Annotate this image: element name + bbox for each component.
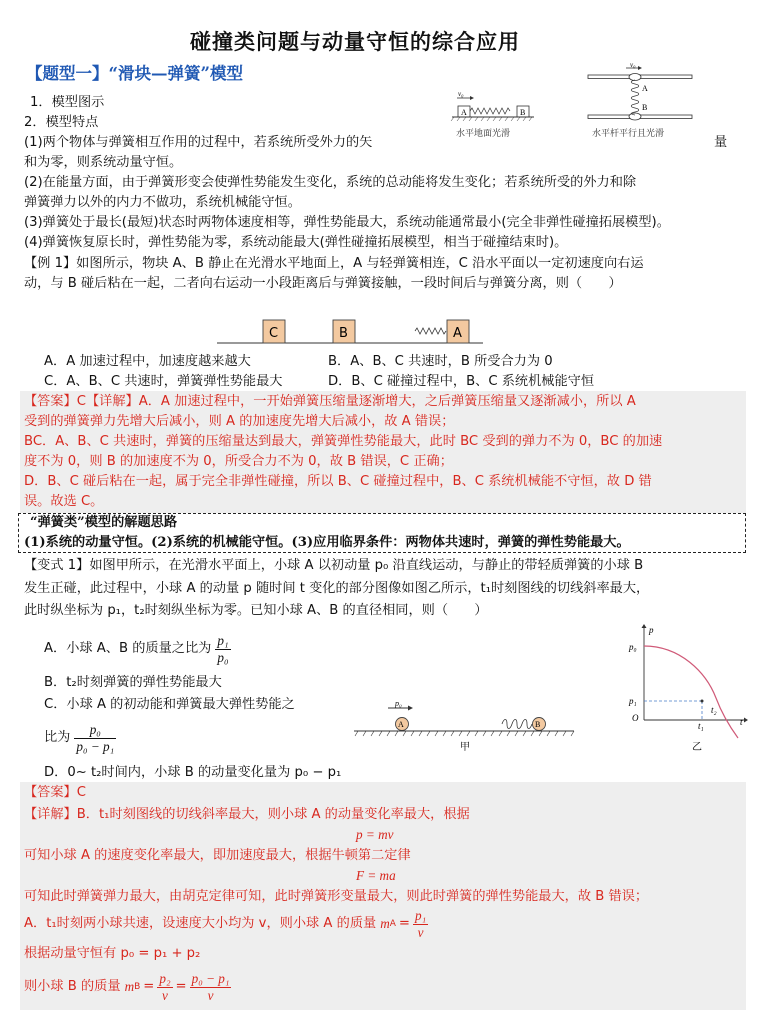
answer-line: D．B、C 碰后粘在一起，属于完全非弹性碰撞，所以 B、C 碰撞过程中，B、C 系统机械能不守恒，故 D 错	[24, 474, 652, 489]
option-c: C．小球 A 的初动能和弹簧最大弹性势能之	[44, 697, 295, 712]
ball-B-label: B	[642, 103, 648, 112]
answer-line: 度不为 0，则 B 的加速度不为 0，所受合力不为 0，故 B 错误，C 正确；	[24, 454, 453, 469]
page-title: 碰撞类问题与动量守恒的综合应用	[190, 29, 520, 54]
momentum-label: p₀	[395, 699, 402, 708]
velocity-label: v₀	[630, 63, 636, 69]
option-c: C．A、B、C 共速时，弹簧弹性势能最大	[44, 374, 283, 389]
option-d: D．B、C 碰撞过程中，B、C 系统机械能守恒	[328, 374, 595, 389]
block-B-label: B	[339, 326, 348, 341]
graph-tick-p1: p₁	[629, 696, 637, 706]
answer-text: A．t₁时刻两小球共速，设速度大小均为 v，则小球 A 的质量	[24, 916, 377, 931]
answer-line: BC．A、B、C 共速时，弹簧的压缩量达到最大，弹簧弹性势能最大，此时 BC 受到的弹力不为 0，BC 的加速	[24, 434, 663, 449]
fraction-numerator: p₁	[217, 632, 229, 648]
figure-caption: 水平地面光滑	[456, 129, 511, 139]
paragraph: 量	[714, 135, 728, 150]
fraction-numerator: p₀	[74, 722, 116, 739]
figure-label: 甲	[460, 742, 470, 753]
answer-line: 【答案】C【详解】A．A 加速过程中，一开始弹簧压缩量逐渐增大，之后弹簧压缩量又逐渐减小，所以 A	[24, 394, 636, 409]
graph-origin: O	[632, 713, 639, 723]
option-c-text: 比为	[44, 730, 71, 745]
paragraph: (3)弹簧处于最长(最短)状态时两物体速度相等，弹性势能最大，系统动能通常最小(完全非弹性碰撞拓展模型)。	[24, 215, 670, 230]
equation: F = ma	[356, 868, 396, 883]
figure-caption: 水平杆平行且光滑	[592, 129, 665, 139]
fraction	[413, 908, 428, 941]
answer-line: 【答案】C	[24, 785, 86, 800]
tip-title: “弹簧类”模型的解题思路	[30, 515, 178, 530]
fraction-denominator: v	[162, 987, 168, 1003]
ball-A-label: A	[398, 720, 404, 729]
block-A-label: A	[453, 326, 462, 341]
answer-line: 【详解】B．t₁时刻图线的切线斜率最大，则小球 A 的动量变化率最大，根据	[24, 807, 470, 822]
option-a: A．A 加速过程中，加速度越来越大	[44, 354, 251, 369]
answer-line: 误。故选 C。	[24, 494, 104, 509]
answer-line: 受到的弹簧弹力先增大后减小，则 A 的加速度先增大后减小，故 A 错误；	[24, 414, 455, 429]
answer-line	[24, 967, 231, 1007]
equals-sign: =	[175, 979, 187, 994]
paragraph: (1)两个物体与弹簧相互作用的过程中，若系统所受外力的矢	[24, 135, 373, 150]
block-B-label: B	[520, 108, 526, 117]
option-d: D．0~ t₂时间内，小球 B 的动量变化量为 p₀ − p₁	[44, 765, 342, 780]
mass-symbol: m	[380, 916, 390, 931]
paragraph: (4)弹簧恢复原长时，弹性势能为零，系统动能最大(弹性碰撞拓展模型，相当于碰撞结束时)。	[24, 235, 568, 250]
velocity-label: v₀	[458, 90, 464, 98]
fraction	[190, 971, 232, 1004]
equals-sign: =	[398, 916, 410, 931]
variant-question: 此时纵坐标为 p₁，t₂时刻纵坐标为零。已知小球 A、B 的直径相同，则（ ）	[24, 603, 488, 618]
ball-B-label: B	[535, 720, 541, 729]
tip-content: (1)系统的动量守恒。(2)系统的机械能守恒。(3)应用临界条件：两物体共速时，弹簧的弹性势能最大。	[24, 535, 630, 550]
ball-A-label: A	[642, 84, 648, 93]
fraction-denominator: v	[207, 987, 214, 1003]
option-c-cont	[44, 718, 116, 758]
answer-line: 可知小球 A 的速度变化率最大，即加速度最大，根据牛顿第二定律	[24, 848, 411, 863]
fraction-numerator: p₂	[159, 970, 171, 986]
option-b: B．A、B、C 共速时，B 所受合力为 0	[328, 354, 553, 369]
graph-tick-t2: t₂	[711, 705, 717, 715]
answer-line: 可知此时弹簧弹力最大，由胡克定律可知，此时弹簧形变量最大，则此时弹簧的弹性势能最大，故 B 错误；	[24, 889, 649, 904]
fraction-denominator: p₀ − p₁	[76, 738, 115, 754]
option-b: B．t₂时刻弹簧的弹性势能最大	[44, 675, 222, 690]
fraction	[157, 971, 172, 1004]
figure-jia	[352, 696, 582, 754]
figure-rod-model	[580, 63, 700, 141]
figure-ground-model	[448, 90, 548, 140]
mass-symbol: m	[124, 979, 135, 994]
list-item: 2．模型特点	[24, 115, 99, 130]
section-heading: 【题型一】“滑块—弹簧”模型	[26, 64, 243, 83]
figure-blocks	[215, 312, 485, 352]
fraction-numerator: p₁	[414, 907, 427, 923]
variant-question: 【变式 1】如图甲所示，在光滑水平面上，小球 A 以初动量 p₀ 沿直线运动，与静止的带轻质弹簧的小球 B	[24, 558, 644, 573]
variant-question: 发生正碰，此过程中，小球 A 的动量 p 随时间 t 变化的部分图像如图乙所示，t₁时刻图线的切线斜率最大，	[24, 581, 650, 596]
equation: p = mv	[356, 827, 394, 842]
paragraph: (2)在能量方面，由于弹簧形变会使弹性势能发生变化，系统的总动能将发生变化；若系统所受的外力和除	[24, 175, 637, 190]
answer-line	[24, 904, 428, 944]
fraction	[74, 722, 116, 755]
paragraph: 和为零，则系统动量守恒。	[24, 155, 183, 170]
figure-yi-graph	[620, 622, 750, 754]
fraction-denominator: v	[417, 924, 424, 940]
figure-label: 乙	[692, 742, 702, 753]
graph-tick-t1: t₁	[698, 721, 704, 731]
example-question: 【例 1】如图所示，物块 A、B 静止在光滑水平地面上，A 与轻弹簧相连，C 沿水平面以一定初速度向右运	[24, 256, 644, 271]
option-a-text: A．小球 A、B 的质量之比为	[44, 641, 212, 656]
answer-text: 则小球 B 的质量	[24, 979, 121, 994]
fraction-numerator: p₀ − p₁	[191, 970, 230, 986]
block-C-label: C	[269, 326, 279, 341]
fraction-denominator: p₀	[217, 649, 229, 665]
equals-sign: =	[143, 979, 155, 994]
graph-axis-t: t	[740, 717, 743, 727]
answer-line: 根据动量守恒有 p₀ = p₁ + p₂	[24, 946, 201, 961]
paragraph: 弹簧弹力以外的内力不做功，系统机械能守恒。	[24, 195, 301, 210]
mass-subscript: B	[134, 982, 141, 992]
block-A-label: A	[461, 108, 467, 117]
fraction	[215, 633, 230, 666]
graph-axis-p: p	[649, 625, 654, 635]
graph-tick-p0: p₀	[629, 642, 637, 652]
list-item: 1．模型图示	[30, 95, 105, 110]
mass-subscript: A	[389, 919, 396, 929]
example-question: 动，与 B 碰后粘在一起，二者向右运动一小段距离后与弹簧接触，一段时间后与弹簧分离，则（ ）	[24, 276, 622, 291]
option-a	[44, 629, 231, 669]
